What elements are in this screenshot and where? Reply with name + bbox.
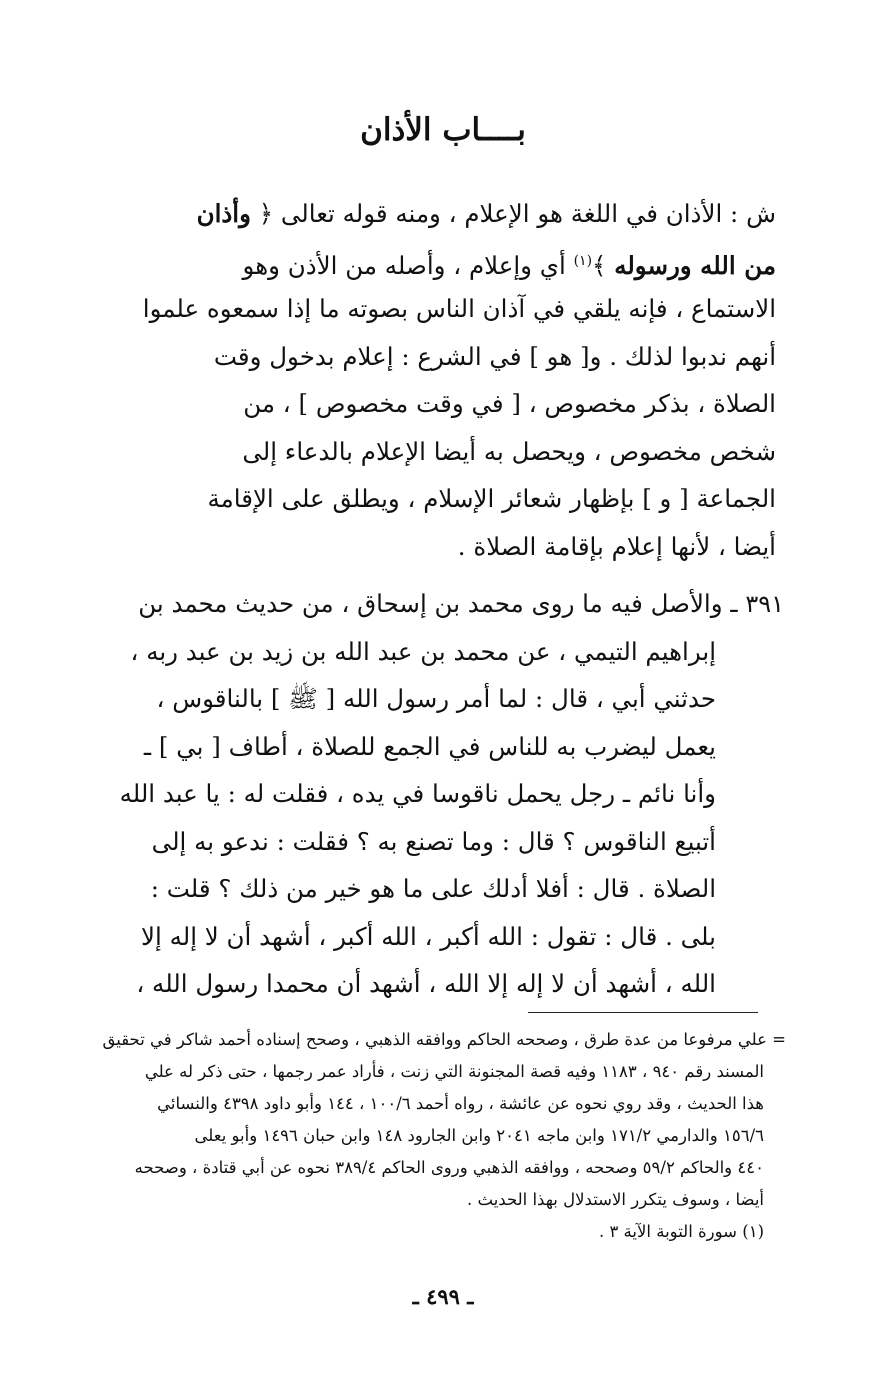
footnote-line: ٤٤٠ والحاكم ٥٩/٢ وصححه ، ووافقه الذهبي وروى الحاكم ٣٨٩/٤ نحوه عن أبي قتادة ، وصححه bbox=[134, 1158, 764, 1177]
chapter-title: بــــاب الأذان bbox=[360, 112, 526, 148]
text-segment: ش : الأذان في اللغة هو الإعلام ، ومنه قوله تعالى ﴿ bbox=[258, 199, 776, 228]
footnote-line: هذا الحديث ، وقد روي نحوه عن عائشة ، رواه أحمد ١٠٠/٦ ، ١٤٤ وأبو داود ٤٣٩٨ والنسائي bbox=[157, 1094, 764, 1113]
footnote-line: = علي مرفوعا من عدة طرق ، وصححه الحاكم ووافقه الذهبي ، وصحح إسناده أحمد شاكر في تحقيق bbox=[102, 1030, 786, 1049]
footnote-line: المسند رقم ٩٤٠ ، ١١٨٣ وفيه قصة المجنونة التي زنت ، فأراد عمر رجمها ، حتى ذكر له علي bbox=[144, 1062, 764, 1081]
quote-bracket: ﴾ bbox=[592, 250, 607, 280]
page-number: ـ ٤٩٩ ـ bbox=[412, 1284, 474, 1309]
text-line: إبراهيم التيمي ، عن محمد بن عبد الله بن زيد بن عبد ربه ، bbox=[130, 636, 716, 666]
text-line: يعمل ليضرب به للناس في الجمع للصلاة ، أطاف [ بي ] ـ bbox=[143, 731, 716, 761]
footnotes bbox=[100, 1024, 786, 1248]
text-line: بلى . قال : تقول : الله أكبر ، الله أكبر ، أشهد أن لا إله إلا bbox=[141, 921, 716, 951]
text-line: أتبيع الناقوس ؟ قال : وما تصنع به ؟ فقلت : ندعو به إلى bbox=[151, 826, 716, 856]
text-line bbox=[108, 190, 776, 238]
text-line: الاستماع ، فإنه يلقي في آذان الناس بصوته ما إذا سمعوه علموا bbox=[142, 294, 776, 323]
footnote-ref: (١) bbox=[573, 252, 593, 269]
text-line: الجماعة [ و ] بإظهار شعائر الإسلام ، ويطلق على الإقامة bbox=[207, 484, 776, 513]
text-line bbox=[108, 238, 776, 286]
text-line: أنهم ندبوا لذلك . و[ هو ] في الشرع : إعلام بدخول وقت bbox=[213, 341, 776, 371]
text-line: وأنا نائم ـ رجل يحمل ناقوسا في يده ، فقلت له : يا عبد الله bbox=[119, 779, 716, 808]
text-line: حدثني أبي ، قال : لما أمر رسول الله [ ﷺ ] بالناقوس ، bbox=[156, 684, 716, 713]
text-line: الله ، أشهد أن لا إله إلا الله ، أشهد أن محمدا رسول الله ، bbox=[136, 969, 716, 998]
main-text bbox=[108, 190, 784, 1008]
commentary-paragraph bbox=[108, 190, 776, 570]
footnote-divider bbox=[528, 1012, 758, 1013]
text-segment: أي وإعلام ، وأصله من الأذن وهو bbox=[242, 250, 574, 280]
text-segment: ـ والأصل فيه ما روى محمد بن إسحاق ، من حديث محمد بن bbox=[138, 589, 738, 618]
hadith-paragraph bbox=[108, 580, 784, 1008]
text-line: شخص مخصوص ، ويحصل به أيضا الإعلام بالدعاء إلى bbox=[242, 436, 776, 466]
text-line: الصلاة . قال : أفلا أدلك على ما هو خير من ذلك ؟ قلت : bbox=[150, 874, 716, 903]
footnote-line: ١٥٦/٦ والدارمي ١٧١/٢ وابن ماجه ٢٠٤١ وابن الجارود ١٤٨ وابن حبان ١٤٩٦ وأبو يعلى bbox=[194, 1126, 764, 1145]
hadith-number: ٣٩١ bbox=[745, 590, 784, 618]
text-line: الصلاة ، بذكر مخصوص ، [ في وقت مخصوص ] ، من bbox=[243, 389, 776, 418]
text-line bbox=[108, 580, 784, 628]
quran-quote: وأذان bbox=[196, 199, 251, 228]
quran-quote: من الله ورسوله bbox=[614, 250, 776, 280]
text-line: أيضا ، لأنها إعلام بإقامة الصلاة . bbox=[457, 531, 776, 561]
footnote-1: (١) سورة التوبة الآية ٣ . bbox=[598, 1222, 764, 1241]
footnote-line: أيضا ، وسوف يتكرر الاستدلال بهذا الحديث . bbox=[467, 1190, 764, 1209]
